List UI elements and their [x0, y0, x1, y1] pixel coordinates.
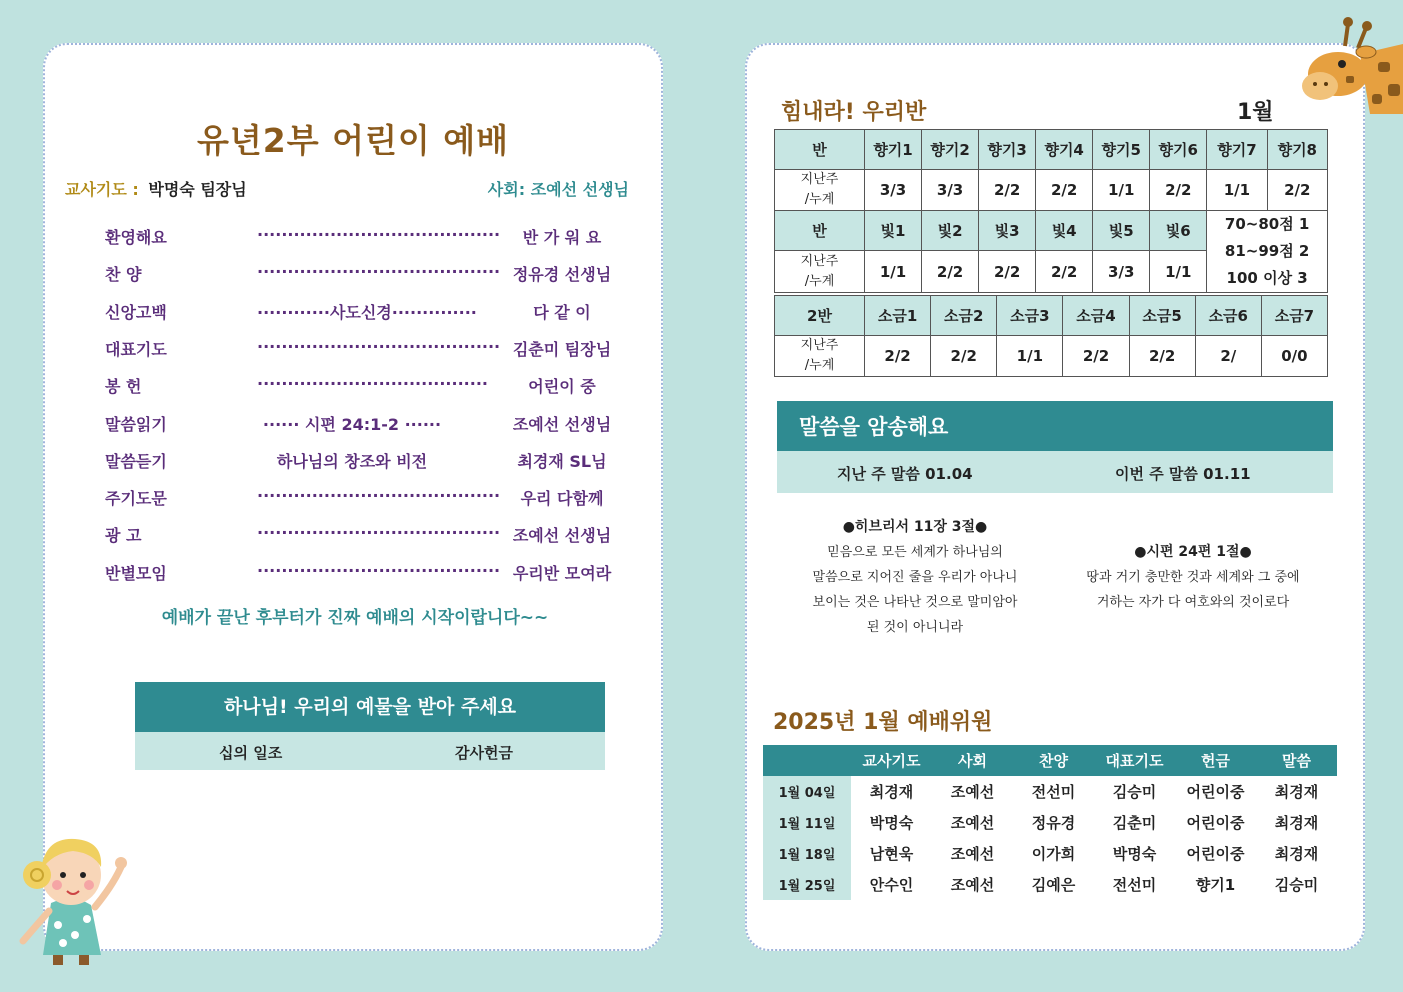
- class-name: 소금3: [997, 296, 1063, 336]
- duty-date: 1월 11일: [763, 807, 851, 838]
- worship-order-row: [45, 221, 665, 251]
- verse-ref: ●시편 24편 1절●: [1134, 544, 1252, 560]
- duty-cell: 어린이중: [1186, 845, 1245, 863]
- duty-cell: 최경재: [869, 783, 914, 801]
- last-week-label: [775, 336, 865, 377]
- attendance-value: 2/2: [979, 170, 1036, 211]
- duty-header: 대표기도: [1094, 745, 1175, 776]
- score-legend-item: 70~80점 1: [1224, 215, 1310, 233]
- duty-cell: 김춘미: [1112, 814, 1157, 832]
- worship-order-row: [45, 445, 665, 475]
- class-name: 소금4: [1063, 296, 1129, 336]
- duty-cell: 조예선: [950, 845, 995, 863]
- duty-header: 헌금: [1175, 745, 1256, 776]
- host: [488, 177, 629, 200]
- worship-order-row: [45, 296, 665, 326]
- memory-verse-title: 말씀을 암송해요: [777, 401, 1333, 451]
- order-item-name: 말씀듣기: [105, 451, 167, 471]
- verse-line: 말씀으로 지어진 줄을 우리가 아나니: [812, 570, 1018, 585]
- duty-cell: 어린이중: [1186, 783, 1245, 801]
- class-name: 향기8: [1267, 130, 1327, 170]
- last-week-verse-text: [785, 515, 1045, 640]
- duty-cell: 이가희: [1031, 845, 1076, 863]
- last-week-label: [775, 251, 865, 293]
- class-name: 빛3: [979, 211, 1036, 251]
- class-name: 빛2: [922, 211, 979, 251]
- teacher-prayer: [65, 177, 247, 200]
- order-item-leader: 반 가 워 요: [522, 228, 602, 247]
- duty-cell: 박명숙: [869, 814, 914, 832]
- duty-cell: 남현욱: [869, 845, 914, 863]
- score-legend-item: 100 이상 3: [1226, 269, 1308, 287]
- label-last: 지난주: [800, 338, 839, 353]
- last-week-label: [775, 170, 865, 211]
- this-week-verse-text: [1063, 540, 1323, 615]
- order-item-leader: 우리반 모여라: [512, 563, 612, 583]
- offering-types: [135, 732, 605, 770]
- attendance-title: 힘내라! 우리반: [781, 100, 927, 125]
- offering-tithe: 십의 일조: [219, 744, 283, 762]
- order-item-leader: 정유경 선생님: [512, 265, 612, 285]
- worship-order-row: [45, 482, 665, 512]
- class-name: 소금6: [1195, 296, 1261, 336]
- order-item-leader: 어린이 중: [528, 377, 596, 397]
- attendance-value: 2/2: [931, 336, 997, 377]
- attendance-value: 1/1: [865, 251, 922, 293]
- order-item-detail: ······································: [257, 374, 488, 394]
- order-item-name: 말씀읽기: [105, 414, 167, 434]
- order-item-name: 신앙고백: [105, 302, 167, 322]
- attendance-value: 2/2: [1063, 336, 1129, 377]
- duty-cell: 전선미: [1112, 876, 1157, 894]
- duty-date: 1월 25일: [763, 869, 851, 900]
- duty-row: [763, 807, 1337, 838]
- verse-line: 거하는 자가 다 여호와의 것이로다: [1096, 595, 1290, 610]
- order-item-detail: ······ 시편 24:1-2 ······: [262, 414, 442, 434]
- order-item-name: 반별모임: [105, 563, 167, 583]
- offering-title: 하나님! 우리의 예물을 받아 주세요: [135, 682, 605, 732]
- class-info-panel: [745, 43, 1365, 951]
- attendance-value: 2/2: [922, 251, 979, 293]
- score-legend: [1207, 211, 1328, 293]
- verse-ref: ●히브리서 11장 3절●: [842, 519, 988, 535]
- order-item-name: 대표기도: [105, 339, 167, 359]
- order-item-detail: ········································: [257, 225, 501, 244]
- this-week-verse: 이번 주 말씀 01.11: [1115, 465, 1251, 483]
- duty-cell: 어린이중: [1186, 814, 1245, 832]
- duty-row: [763, 838, 1337, 869]
- verse-line: 믿음으로 모든 세계가 하나님의: [827, 545, 1003, 560]
- verse-line: 된 것이 아니니라: [866, 620, 964, 635]
- duty-cell: 김승미: [1112, 783, 1157, 801]
- duty-cell: 김승미: [1274, 876, 1319, 894]
- class-name: 소금2: [931, 296, 997, 336]
- class-name: 향기3: [979, 130, 1036, 170]
- class-name: 향기5: [1093, 130, 1150, 170]
- attendance-value: 2/2: [1150, 170, 1207, 211]
- duty-header: 사회: [932, 745, 1013, 776]
- class-name: 소금5: [1129, 296, 1195, 336]
- label-cum: /누계: [804, 273, 835, 289]
- attendance-value: 2/2: [1267, 170, 1327, 211]
- class-label-cell: 반: [775, 211, 865, 251]
- class-name: 빛5: [1093, 211, 1150, 251]
- duty-cell: 정유경: [1031, 814, 1076, 832]
- order-item-detail: ········································: [257, 560, 501, 580]
- order-item-name: 봉 헌: [105, 377, 142, 397]
- label-cum: /누계: [804, 192, 835, 207]
- duty-date: 1월 18일: [763, 838, 851, 869]
- class-name: 빛4: [1036, 211, 1093, 251]
- order-item-name: 광 고: [105, 526, 142, 546]
- attendance-value: 2/2: [1036, 251, 1093, 293]
- class-name: 소금7: [1261, 296, 1327, 336]
- class-name: 향기6: [1150, 130, 1207, 170]
- attendance-value: 2/2: [979, 251, 1036, 293]
- worship-order-row: [45, 370, 665, 400]
- worship-order-row: [45, 258, 665, 288]
- order-item-detail: ········································: [257, 262, 501, 282]
- order-item-name: 주기도문: [105, 489, 167, 509]
- closing-message: 예배가 끝난 후부터가 진짜 예배의 시작이랍니다~~: [161, 608, 549, 628]
- worship-order-row: [45, 333, 665, 363]
- host-label: 사회:: [487, 180, 526, 199]
- order-item-leader: 조예선 선생님: [512, 414, 612, 434]
- order-item-detail: ········································: [257, 523, 501, 543]
- duty-cell: 김예은: [1031, 876, 1076, 894]
- attendance-value: 1/1: [997, 336, 1063, 377]
- duty-row: [763, 776, 1337, 807]
- worship-order-panel: [43, 43, 663, 951]
- duty-cell: 최경재: [1274, 845, 1319, 863]
- giraffe-illustration: [1300, 14, 1403, 114]
- class-name: 향기2: [922, 130, 979, 170]
- verse-line: 땅과 거기 충만한 것과 세계와 그 중에: [1086, 570, 1300, 585]
- attendance-value: 3/3: [922, 170, 979, 211]
- order-item-detail: ········································: [257, 336, 501, 356]
- attendance-value: 3/3: [865, 170, 922, 211]
- attendance-value: 2/2: [1129, 336, 1195, 377]
- offering-thanks: 감사헌금: [455, 744, 513, 762]
- duty-cell: 조예선: [950, 876, 995, 894]
- order-item-leader: 우리 다함께: [520, 489, 604, 509]
- page-title: 유년2부 어린이 예배: [197, 121, 509, 160]
- label-last: 지난주: [800, 253, 839, 269]
- duty-cell: 박명숙: [1112, 845, 1157, 863]
- attendance-value: 1/1: [1150, 251, 1207, 293]
- worship-order-row: [45, 557, 665, 587]
- order-item-name: 찬 양: [105, 265, 142, 285]
- attendance-value: 1/1: [1207, 170, 1267, 211]
- duty-roster-table: [763, 745, 1337, 900]
- teacher-prayer-name: 박명숙 팀장님: [148, 180, 247, 199]
- class-name: 향기1: [865, 130, 922, 170]
- class-name: 빛6: [1150, 211, 1207, 251]
- host-name: 조예선 선생님: [530, 180, 629, 199]
- duty-cell: 전선미: [1031, 783, 1076, 801]
- order-item-leader: 최경재 SL님: [517, 451, 607, 471]
- girl-illustration: [13, 815, 131, 965]
- verse-line: 보이는 것은 나타난 것으로 말미암아: [812, 595, 1018, 610]
- attendance-value: 0/0: [1261, 336, 1327, 377]
- order-item-name: 환영해요: [105, 228, 167, 247]
- class-name: 빛1: [865, 211, 922, 251]
- verse-dates: [777, 451, 1333, 493]
- duty-cell: 안수인: [869, 876, 914, 894]
- duty-cell: 조예선: [950, 783, 995, 801]
- duty-header: 교사기도: [851, 745, 932, 776]
- attendance-value: 2/: [1195, 336, 1261, 377]
- class-label-cell: 반: [775, 130, 865, 170]
- class-name: 향기7: [1207, 130, 1267, 170]
- order-item-detail: 하나님의 창조와 비전: [276, 451, 428, 471]
- attendance-value: 2/2: [865, 336, 931, 377]
- duty-cell: 조예선: [950, 814, 995, 832]
- duty-cell: 최경재: [1274, 814, 1319, 832]
- attendance-value: 1/1: [1093, 170, 1150, 211]
- score-legend-item: 81~99점 2: [1224, 242, 1310, 260]
- duty-roster-title: 2025년 1월 예배위원: [773, 710, 993, 735]
- label-cum: /누계: [804, 358, 835, 373]
- attendance-value: 2/2: [1036, 170, 1093, 211]
- class-label-cell: 2반: [775, 296, 865, 336]
- order-item-leader: 김춘미 팀장님: [512, 339, 612, 359]
- order-item-leader: 다 같 이: [533, 302, 591, 322]
- teacher-prayer-label: 교사기도 :: [65, 180, 139, 199]
- order-item-detail: ············사도신경··············: [257, 302, 477, 322]
- duty-row: [763, 869, 1337, 900]
- attendance-value: 3/3: [1093, 251, 1150, 293]
- class-name: 향기4: [1036, 130, 1093, 170]
- month-label: 1월: [1237, 100, 1274, 125]
- duty-date: 1월 04일: [763, 776, 851, 807]
- last-week-verse: 지난 주 말씀 01.04: [837, 465, 973, 483]
- order-item-detail: ········································: [257, 486, 501, 506]
- offering-box: [135, 682, 605, 770]
- sogeum-attendance-table: [774, 295, 1328, 377]
- duty-cell: 향기1: [1195, 876, 1236, 894]
- label-last: 지난주: [800, 172, 839, 187]
- worship-order-row: [45, 408, 665, 438]
- duty-header: 찬양: [1013, 745, 1094, 776]
- duty-header: 말씀: [1256, 745, 1337, 776]
- worship-order-row: [45, 519, 665, 549]
- order-item-leader: 조예선 선생님: [512, 526, 612, 546]
- hyanggi-attendance-table: [774, 129, 1328, 293]
- class-name: 소금1: [865, 296, 931, 336]
- duty-corner: [763, 745, 851, 776]
- duty-cell: 최경재: [1274, 783, 1319, 801]
- memory-verse-bar: [777, 401, 1333, 493]
